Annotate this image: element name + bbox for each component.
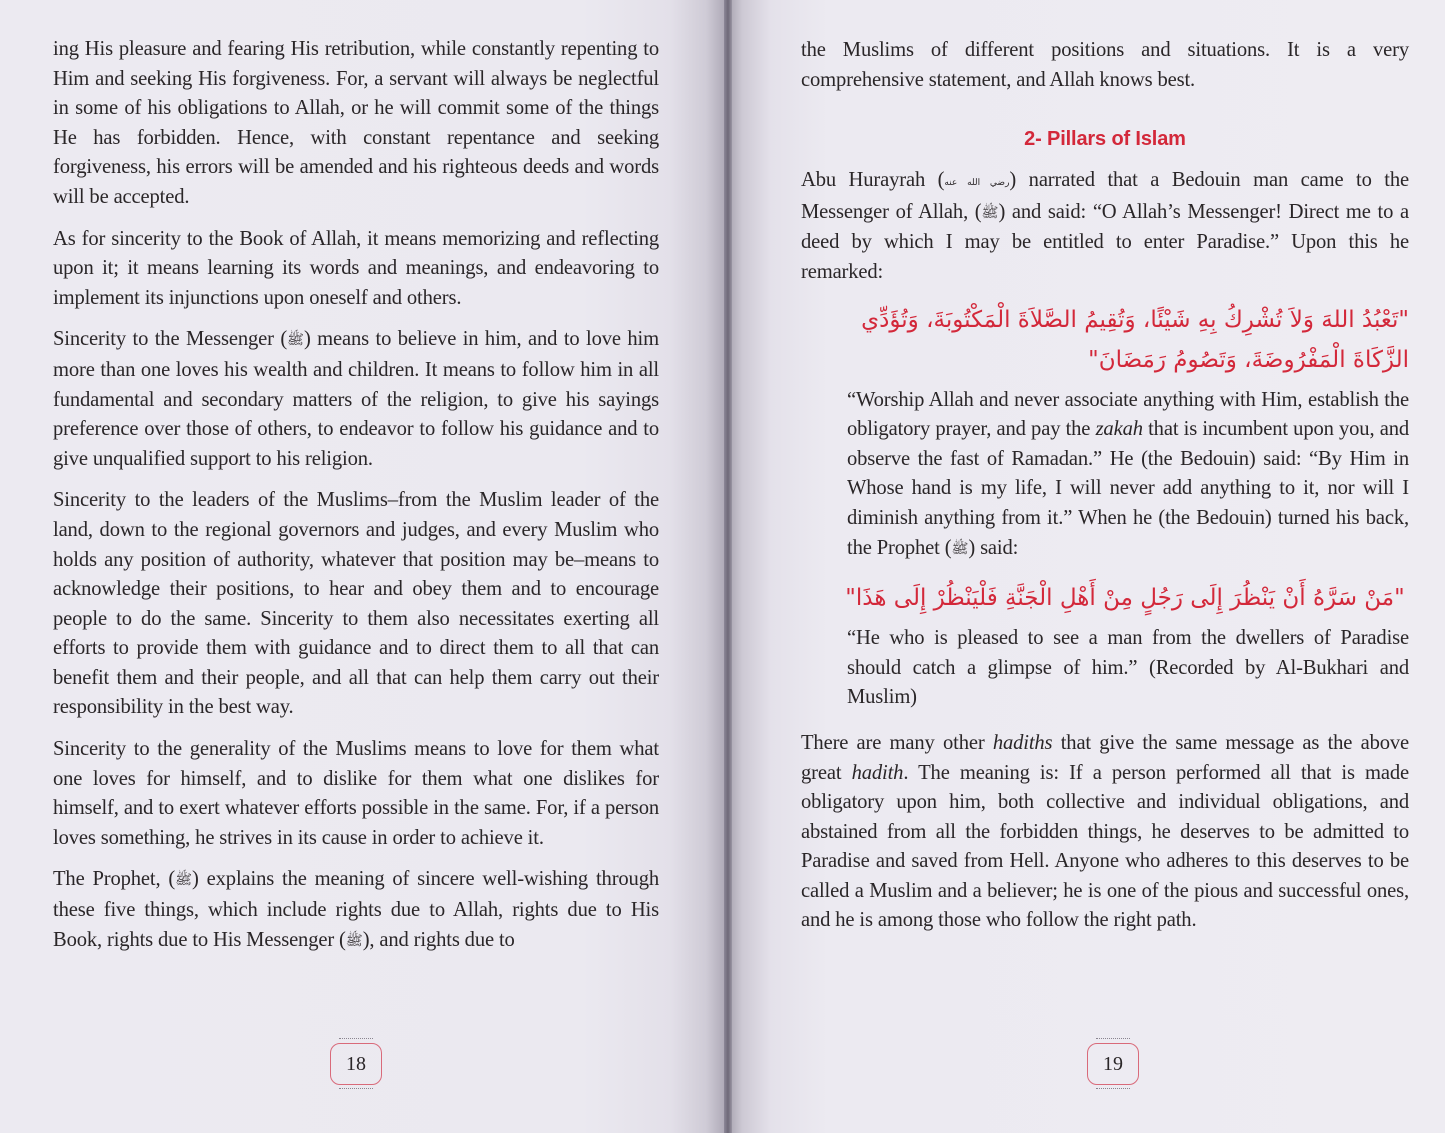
paragraph-sincerity-book: As for sincerity to the Book of Allah, it means memorizing and reflecting upon it; it means learning its words and meanings, and endeavoring to implement its injunctions upon oneself and others.: [53, 227, 659, 309]
translation-2: “He who is pleased to see a man from the dwellers of Paradise should catch a glimpse of him.” (Recorded by Al-Bukhari and Muslim): [847, 627, 1409, 709]
text-segment: Abu Hurayrah (: [801, 169, 945, 192]
arabic-quote-2: "مَنْ سَرَّهُ أَنْ يَنْظُرَ إِلَى رَجُلٍ مِنْ أَهْلِ الْجَنَّةِ فَلْيَنْظُرْ إِلَى هَذَا": [845, 585, 1405, 612]
right-page-body: [801, 36, 1409, 936]
honorific-icon: ﷺ: [951, 541, 969, 557]
text-segment: ) and said: “O Allah’s Messenger! Direct me to a deed by which I may be entitled to enter Paradise.” Upon this he remarked:: [801, 200, 1409, 283]
honorific-icon: ﷺ: [287, 333, 304, 349]
left-page-body: [53, 35, 659, 956]
paragraph-intro: the Muslims of different positions and situations. It is a very comprehensive statement, and Allah knows best.: [801, 39, 1409, 91]
honorific-icon: ﷺ: [981, 205, 999, 221]
text-segment: ) explains the meaning of sincere well-wishing through these five things, which include rights due to Allah, rights due to His Book, rights due to His Messenger (: [53, 868, 660, 951]
paragraph-sincerity-leaders: Sincerity to the leaders of the Muslims–from the Muslim leader of the land, down to the regional governors and judges, and every Muslim who holds any position of authority, whatever that position may be–means to acknowledge their positions, to hear and obey them and to encourage people to do the same. Sincerity to them also necessitates exerting all efforts to provide them with guidance and to direct them to all that can benefit them and their people, and all that can help them carry out their responsibility in the best way.: [53, 489, 659, 719]
italic-term: hadith: [851, 761, 904, 784]
text-segment: “Worship Allah and never associate anything with Him, establish the obligatory prayer, and pay the: [847, 388, 1409, 441]
text-segment: that give the same message as the above great: [801, 731, 1409, 784]
text-segment: ) means to believe in him, and to love him more than one loves his wealth and children. It means to follow him in all fundamental and secondary matters of the religion, to give his sayings preference over those of others, to endeavor to follow his guidance and to give unqualified support to his religion.: [53, 328, 659, 470]
text-segment: Sincerity to the Messenger (: [53, 328, 288, 351]
text-segment: that is incumbent upon you, and observe the fast of Ramadan.” He (the Bedouin) said: “By Him in Whose hand is my life, I will never add anything to it, nor will I diminish anything from it.” When he (the Bedouin) turned his back, the Prophet (: [847, 418, 1409, 559]
arabic-quote-1: "تَعْبُدُ اللهَ وَلاَ تُشْرِكُ بِهِ شَيْئًا، وَتُقِيمُ الصَّلاَةَ الْمَكْتُوبَةَ، وَتُؤَدِّي الزَّكَاةَ الْمَفْرُوضَةَ، وَتَصُومُ رَمَضَانَ": [861, 306, 1409, 373]
text-segment: ) narrated that a Bedouin man came to the Messenger of Allah, (: [801, 169, 1410, 223]
paragraph-five-things: [53, 865, 659, 956]
honorific-icon: رضي الله عنه: [944, 177, 1010, 188]
honorific-icon: ﷺ: [345, 933, 363, 949]
honorific-icon: ﷺ: [175, 873, 193, 889]
text-segment: ) said:: [968, 536, 1019, 559]
text-segment: There are many other: [801, 731, 993, 754]
section-heading: 2- Pillars of Islam: [1024, 128, 1186, 151]
text-segment: ), and rights due to: [362, 928, 515, 951]
page-number-left: 18: [330, 1043, 382, 1085]
page-number-right: 19: [1087, 1043, 1139, 1085]
italic-term: zakah: [1095, 418, 1143, 441]
text-segment: The Prophet, (: [53, 868, 176, 891]
book-spine: [724, 0, 732, 1133]
italic-term: hadiths: [992, 731, 1053, 754]
paragraph-narration: [801, 166, 1409, 287]
paragraph-sincerity-messenger: [53, 325, 659, 474]
text-segment: . The meaning is: If a person performed all that is made obligatory upon him, both collective and individual obligations, and abstained from all the forbidden things, he deserves to be admitted to Paradise and saved from Hell. Anyone who adheres to this deserves to be called a Muslim and a believer; he is one of the pious and successful ones, and he is among those who follow the right path.: [801, 761, 1410, 932]
paragraph-repentance: ing His pleasure and fearing His retribution, while constantly repenting to Him and seeking His forgiveness. For, a servant will always be neglectful in some of his obligations to Allah, or he will commit some of the things He has forbidden. Hence, with constant repentance and seeking forgiveness, his errors will be amended and his righteous deeds and words will be accepted.: [53, 38, 659, 208]
translation-1: [801, 386, 1409, 565]
paragraph-sincerity-generality: Sincerity to the generality of the Muslims means to love for them what one loves for himself, and to dislike for them what one dislikes for himself, and to exert whatever efforts possible in the same. For, if a person loves something, he strives in its cause in order to achieve it.: [53, 738, 659, 849]
paragraph-conclusion: [801, 729, 1409, 936]
